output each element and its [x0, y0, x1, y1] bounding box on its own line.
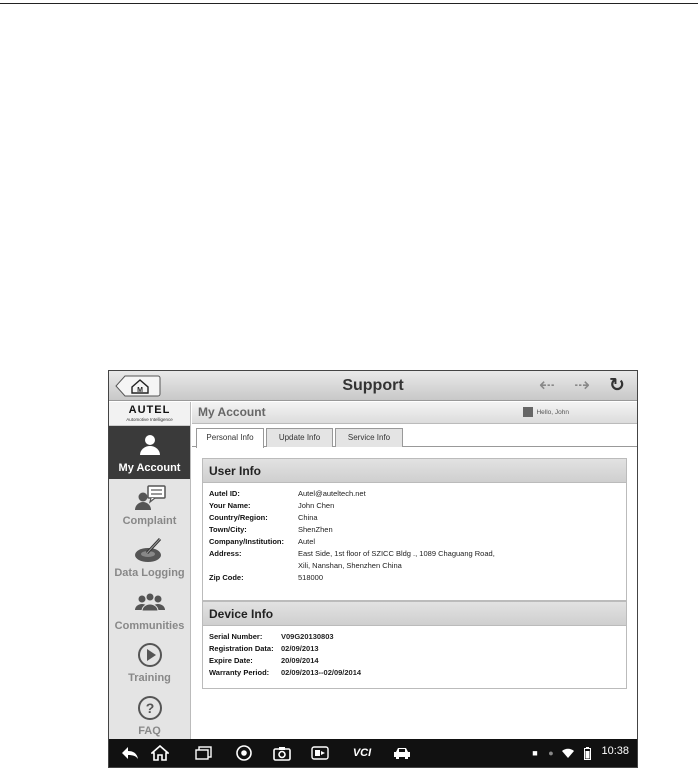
info-row: [209, 572, 626, 584]
info-value: 02/09/2013--02/09/2014: [281, 668, 362, 677]
sidebar-item-communities[interactable]: [109, 584, 190, 637]
sidebar-item-complaint[interactable]: [109, 479, 190, 532]
sidebar-item-label: FAQ: [138, 724, 161, 737]
info-row: [209, 524, 626, 536]
info-key: Town/City:: [209, 525, 247, 534]
info-row: [209, 655, 626, 667]
data-logging-icon: [133, 537, 167, 563]
info-row: [209, 631, 626, 643]
info-row: [209, 488, 626, 500]
info-key: Registration Data:: [209, 644, 274, 653]
sidebar-item-label: Training: [128, 672, 171, 684]
info-row: [209, 643, 626, 655]
system-bar: [109, 739, 637, 767]
question-icon: [137, 695, 163, 721]
info-key: Address:: [209, 549, 242, 558]
title-bar: [109, 371, 637, 401]
logo-tagline: Automotive Intelligence: [126, 417, 173, 422]
chat-notification-icon: ■: [532, 748, 538, 758]
home-nav-icon[interactable]: [151, 745, 169, 761]
info-value: 02/09/2013: [281, 644, 319, 653]
person-icon: [138, 434, 162, 456]
sidebar-item-label: My Account: [118, 462, 181, 474]
sidebar-item-label: Communities: [114, 619, 185, 632]
info-row: [209, 667, 626, 679]
autel-logo: [109, 402, 190, 426]
main-panel: [192, 402, 637, 740]
info-row: [209, 500, 626, 512]
info-row: [209, 548, 626, 560]
back-arrow-icon[interactable]: ⇠: [539, 375, 555, 396]
info-value: Xili, Nanshan, Shenzhen China: [298, 561, 402, 570]
car-icon[interactable]: [393, 745, 411, 761]
refresh-icon[interactable]: ↻: [609, 375, 625, 396]
info-key: Your Name:: [209, 501, 251, 510]
communities-icon: [133, 591, 167, 615]
tab-service-info[interactable]: Service Info: [335, 428, 403, 447]
info-value: East Side, 1st floor of SZICC Bldg ., 1089 Chaguang Road,: [298, 549, 495, 558]
info-value: ShenZhen: [298, 525, 333, 534]
sidebar-item-label: Data Logging: [114, 567, 185, 579]
forward-arrow-icon[interactable]: ⇢: [574, 375, 590, 396]
info-key: Company/Institution:: [209, 537, 284, 546]
browser-icon[interactable]: [235, 745, 253, 761]
play-icon: [137, 642, 163, 668]
media-icon[interactable]: [311, 745, 329, 761]
user-greeting: [523, 407, 569, 417]
user-info-section: [202, 458, 627, 601]
info-value: Autel: [298, 537, 316, 546]
device-info-section: [202, 601, 627, 689]
page-title: My Account: [198, 405, 266, 419]
sidebar-item-training[interactable]: [109, 636, 190, 689]
greeting-text: Hello, John: [536, 408, 569, 416]
info-key: Warranty Period:: [209, 668, 270, 677]
back-icon[interactable]: [121, 745, 139, 761]
info-value: V09G20130803: [281, 632, 334, 641]
info-row: [209, 512, 626, 524]
sidebar-item-label: Complaint: [122, 514, 177, 527]
sidebar-item-data-logging[interactable]: [109, 531, 190, 584]
info-key: Expire Date:: [209, 656, 253, 665]
info-key: Country/Region:: [209, 513, 268, 522]
info-value: Autel@auteltech.net: [298, 489, 366, 498]
battery-icon: [583, 745, 591, 761]
svg-text:?: ?: [145, 699, 154, 716]
info-value: John Chen: [298, 501, 335, 510]
vci-icon[interactable]: VCI: [352, 747, 372, 759]
info-key: Zip Code:: [209, 573, 244, 582]
wifi-icon: [561, 745, 575, 761]
tab-update-info[interactable]: Update Info: [266, 428, 333, 447]
info-key: Autel ID:: [209, 489, 240, 498]
recent-apps-icon[interactable]: [195, 745, 213, 761]
tab-bar: [192, 424, 637, 447]
sidebar: [109, 402, 191, 740]
info-value: 20/09/2014: [281, 656, 319, 665]
sidebar-item-faq[interactable]: [109, 689, 190, 742]
section-title: User Info: [203, 459, 626, 483]
info-row: [209, 536, 626, 548]
complaint-icon: [133, 485, 167, 511]
info-value: 518000: [298, 573, 324, 582]
tablet-screen: [108, 370, 638, 768]
avatar-icon: [523, 407, 533, 417]
section-title: Device Info: [203, 602, 626, 626]
window-title: Support: [342, 377, 404, 394]
main-header: [192, 402, 637, 424]
logo-name: AUTEL: [128, 404, 171, 416]
svg-text:M: M: [137, 387, 143, 394]
info-row: [209, 560, 626, 572]
info-key: Serial Number:: [209, 632, 263, 641]
clock: 10:38: [601, 745, 629, 757]
info-key: [209, 560, 298, 572]
sidebar-item-my-account[interactable]: [109, 426, 190, 479]
page-top-rule: [0, 3, 698, 4]
camera-icon[interactable]: [273, 745, 291, 761]
tab-personal-info[interactable]: Personal Info: [196, 428, 264, 448]
status-icon: ●: [548, 748, 554, 758]
info-value: China: [298, 513, 318, 522]
